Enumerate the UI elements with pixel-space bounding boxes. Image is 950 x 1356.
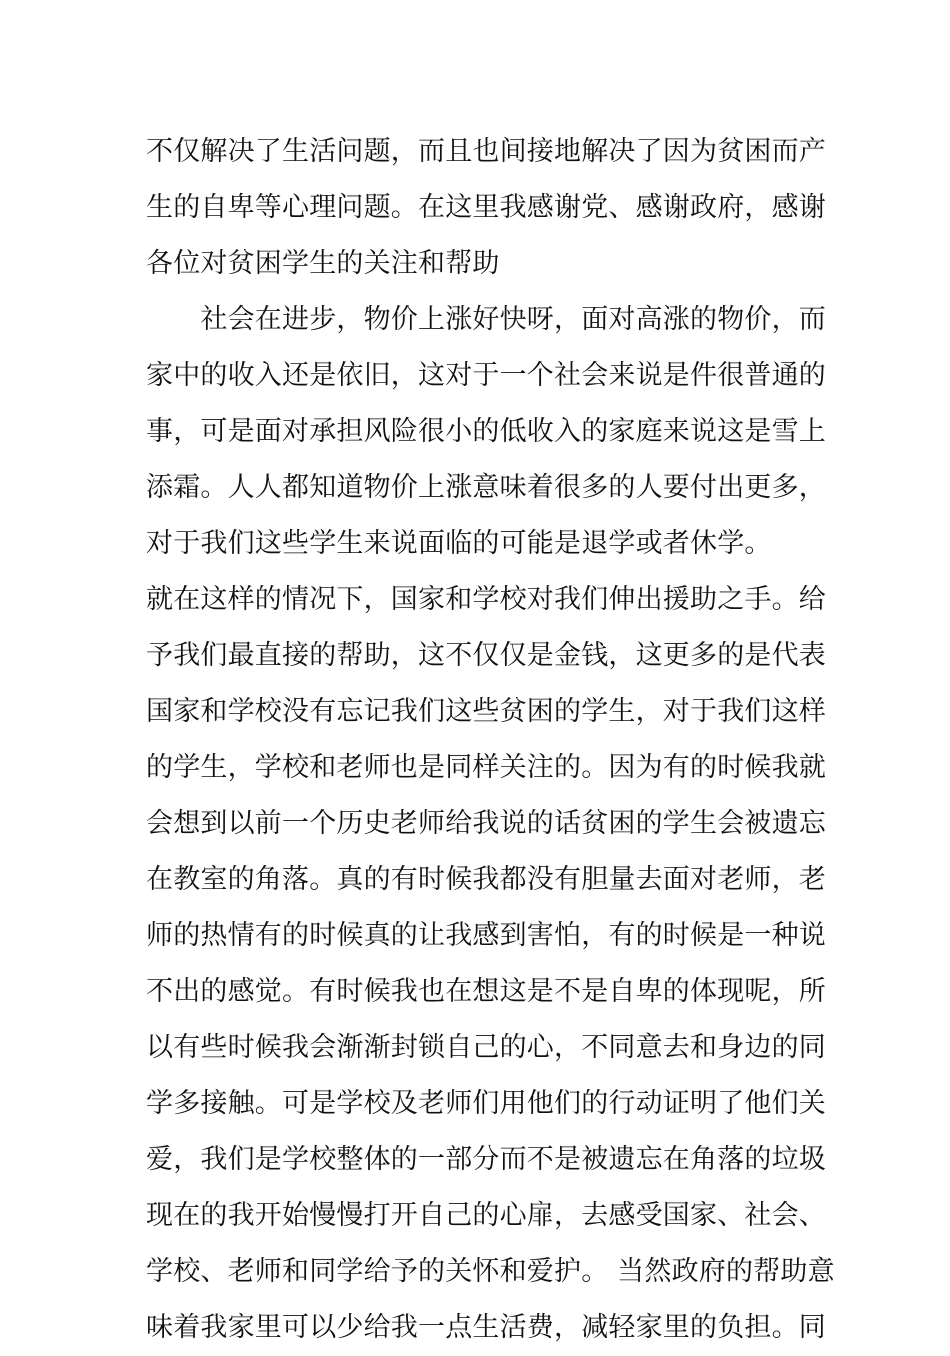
text-line: 爱，我们是学校整体的一部分而不是被遗忘在角落的垃圾 (146, 1144, 826, 1175)
text-line: 不仅解决了生活问题，而且也间接地解决了因为贫困而产 (146, 136, 826, 167)
text-line: 生的自卑等心理问题。在这里我感谢党、感谢政府，感谢 (146, 192, 826, 223)
text-line: 会想到以前一个历史老师给我说的话贫困的学生会被遗忘 (146, 808, 826, 839)
text-line: 对于我们这些学生来说面临的可能是退学或者休学。 (146, 528, 772, 559)
text-line: 味着我家里可以少给我一点生活费，减轻家里的负担。同 (146, 1312, 826, 1343)
text-line: 不出的感觉。有时候我也在想这是不是自卑的体现呢，所 (146, 976, 826, 1007)
text-line: 的学生，学校和老师也是同样关注的。因为有的时候我就 (146, 752, 826, 783)
text-line: 予我们最直接的帮助，这不仅仅是金钱，这更多的是代表 (146, 640, 826, 671)
body-text (146, 124, 835, 1356)
text-line: 社会在进步，物价上涨好快呀，面对高涨的物价，而 (146, 304, 826, 335)
text-line: 学多接触。可是学校及老师们用他们的行动证明了他们关 (146, 1088, 826, 1119)
text-line: 就在这样的情况下，国家和学校对我们伸出援助之手。给 (146, 584, 826, 615)
text-line: 以有些时候我会渐渐封锁自己的心，不同意去和身边的同 (146, 1032, 826, 1063)
text-line: 各位对贫困学生的关注和帮助 (146, 248, 500, 279)
text-line: 国家和学校没有忘记我们这些贫困的学生，对于我们这样 (146, 696, 826, 727)
text-line: 学校、老师和同学给予的关怀和爱护。 当然政府的帮助意 (146, 1256, 835, 1287)
text-line: 添霜。人人都知道物价上涨意味着很多的人要付出更多， (146, 472, 826, 503)
text-line: 现在的我开始慢慢打开自己的心扉，去感受国家、社会、 (146, 1200, 826, 1231)
text-line: 师的热情有的时候真的让我感到害怕，有的时候是一种说 (146, 920, 826, 951)
text-line: 在教室的角落。真的有时候我都没有胆量去面对老师，老 (146, 864, 826, 895)
text-line: 事，可是面对承担风险很小的低收入的家庭来说这是雪上 (146, 416, 826, 447)
text-line: 家中的收入还是依旧，这对于一个社会来说是件很普通的 (146, 360, 826, 391)
